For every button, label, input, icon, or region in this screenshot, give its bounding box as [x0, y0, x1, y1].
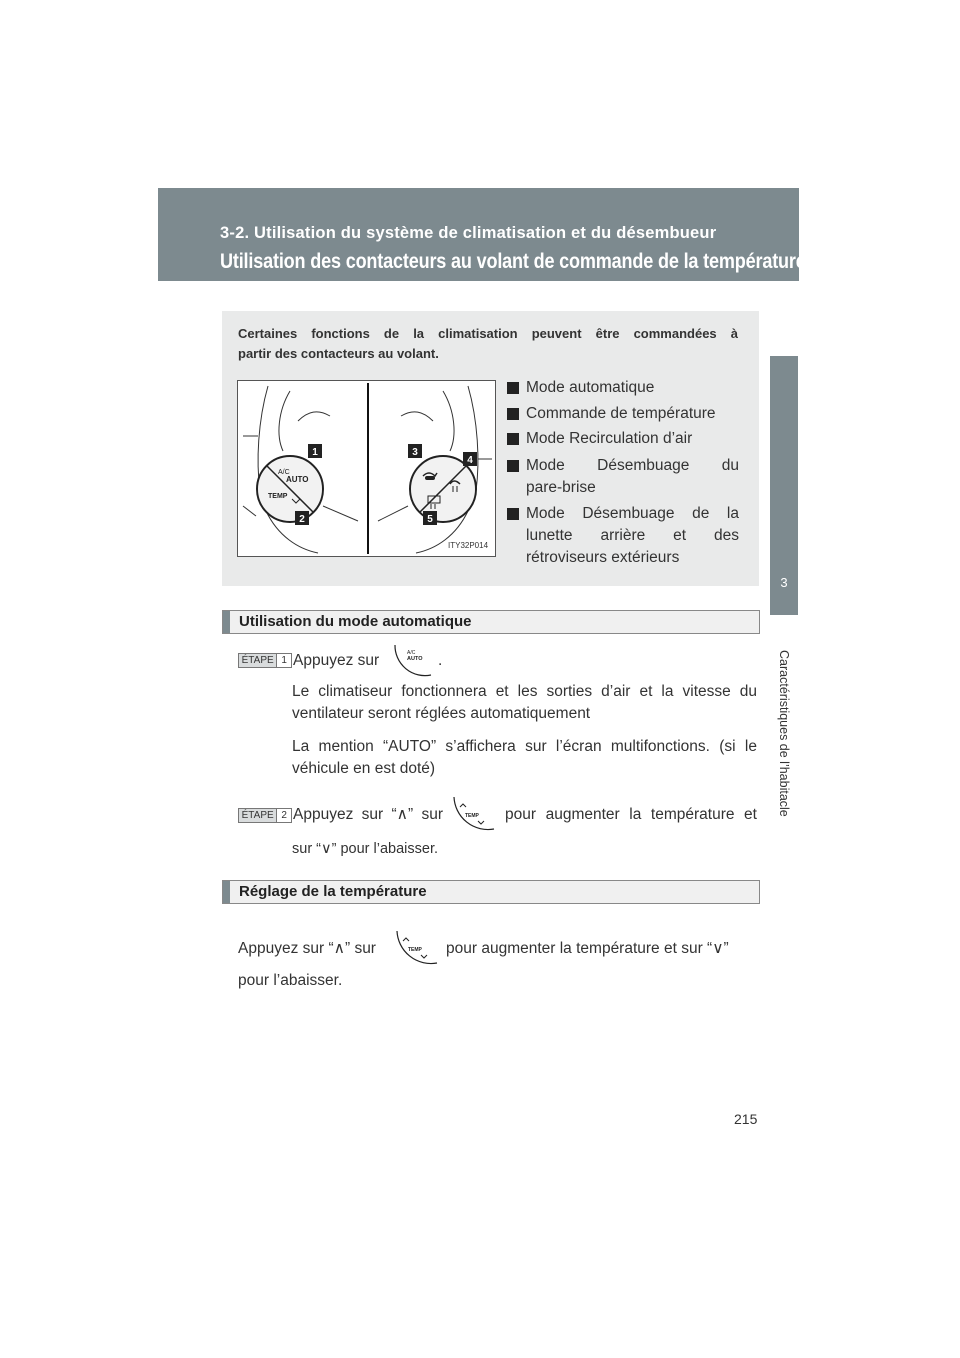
legend-item-2: [507, 403, 739, 425]
section-accent: [223, 881, 230, 903]
steering-wheel-illustration: [238, 381, 495, 556]
legend-text: Mode Désembuage de la: [526, 505, 739, 522]
legend-marker-4: [507, 460, 519, 472]
figure-code: ITY32P014: [448, 541, 489, 550]
temp-button-icon: [393, 929, 439, 965]
legend-text: Mode Recirculation d’air: [526, 430, 693, 447]
svg-text:TEMP: TEMP: [408, 947, 422, 953]
ac-label: A/C: [278, 469, 290, 476]
svg-text:A/C: A/C: [407, 650, 416, 656]
temp-text-line2: pour l’abaisser.: [238, 972, 343, 989]
section-heading-temperature: [222, 880, 760, 904]
intro-text-line1: Certaines fonctions de la climatisation peuvent être commandées à: [238, 326, 738, 341]
intro-text-line2: partir des contacteurs au volant.: [238, 346, 439, 361]
section-title: Utilisation du mode automatique: [239, 613, 472, 630]
callout-2: [295, 511, 309, 525]
temp-label: TEMP: [268, 493, 288, 500]
legend-text: Mode Désembuage du: [526, 457, 739, 474]
legend-text: pare-brise: [526, 479, 596, 496]
ac-auto-button-icon: [393, 643, 433, 677]
step1-para1-line1: Le climatiseur fonctionnera et les sorties d’air et la vitesse du: [292, 683, 757, 700]
legend-item-1: [507, 377, 739, 399]
legend-item-3: [507, 428, 739, 450]
svg-text:2: 2: [299, 514, 305, 525]
legend-marker-1: [507, 382, 519, 394]
step-badge-2: ÉTAPE 2: [238, 808, 292, 823]
callout-4: [463, 452, 477, 466]
svg-text:4: 4: [467, 455, 473, 466]
section-accent: [223, 611, 230, 633]
step2-text-after: pour augmenter la température et: [505, 806, 757, 823]
legend-text: rétroviseurs extérieurs: [526, 549, 680, 566]
auto-label: AUTO: [286, 475, 309, 484]
legend-marker-5: [507, 508, 519, 520]
svg-text:3: 3: [412, 447, 418, 458]
page-heading: Utilisation des contacteurs au volant de commande de la température: [220, 250, 806, 273]
legend-text: Commande de température: [526, 405, 716, 422]
chapter-label: Caractéristiques de l’habitacle: [777, 650, 791, 817]
svg-text:AUTO: AUTO: [407, 656, 423, 662]
section-title: Réglage de la température: [239, 883, 427, 900]
legend-item-4: [507, 455, 739, 499]
step1-text: Appuyez sur: [293, 652, 380, 669]
callout-3: [408, 444, 422, 458]
page-number: 215: [734, 1111, 758, 1127]
svg-text:1: 1: [312, 447, 318, 458]
step1-para2-line2: véhicule en est doté): [292, 760, 436, 777]
step2-line2: sur “∨” pour l’abaisser.: [292, 841, 438, 857]
temp-text: Appuyez sur “∧” sur: [238, 940, 376, 957]
step2-text: Appuyez sur “∧” sur: [293, 806, 443, 823]
svg-text:5: 5: [427, 514, 433, 525]
legend-text: lunette arrière et des: [526, 527, 739, 544]
section-heading-auto-mode: [222, 610, 760, 634]
temp-button-icon: [450, 795, 496, 831]
step1-para2-line1: La mention “AUTO” s’affichera sur l’écran multifonctions. (si le: [292, 738, 757, 755]
legend-marker-3: [507, 433, 519, 445]
callout-1: [308, 444, 322, 458]
step-badge-1: ÉTAPE 1: [238, 653, 292, 668]
temp-text-after: pour augmenter la température et sur “∨”: [446, 940, 729, 957]
steering-wheel-figure: [237, 380, 496, 557]
svg-text:TEMP: TEMP: [465, 813, 479, 819]
step1-para1-line2: ventilateur seront réglées automatiquement: [292, 705, 591, 722]
legend-text: Mode automatique: [526, 379, 655, 396]
callout-5: [423, 511, 437, 525]
step1-period: .: [438, 652, 443, 669]
section-title: 3-2. Utilisation du système de climatisation et du désembueur: [220, 224, 717, 242]
legend-marker-2: [507, 408, 519, 420]
chapter-number: 3: [780, 575, 788, 590]
legend-item-5: [507, 503, 739, 569]
